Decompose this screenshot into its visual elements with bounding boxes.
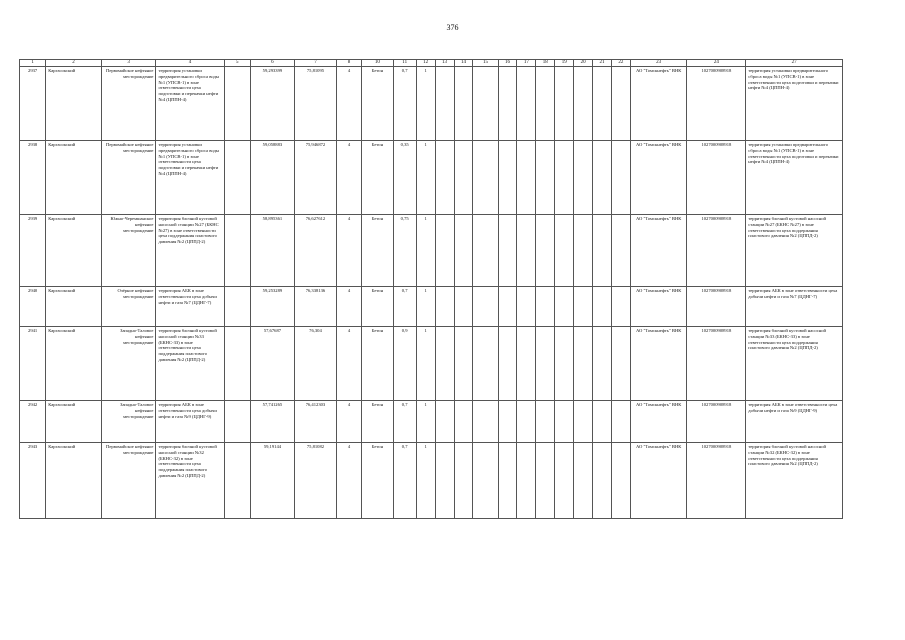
empty-cell	[498, 67, 517, 141]
owner-cell: АО "Томскнефть" ВНК	[630, 401, 687, 443]
area-cell: 0,35	[393, 141, 416, 215]
empty-cell	[574, 327, 593, 401]
empty-cell	[555, 443, 574, 519]
row-number-cell: 2943	[20, 443, 46, 519]
area-cell: 0,7	[393, 401, 416, 443]
longitude-cell: 76,627612	[294, 215, 336, 287]
latitude-cell: 59,253289	[250, 287, 294, 327]
location-cell: территория АБК в зоне ответственности цеха добычи нефти и газа №9 (ЦДНГ-9)	[746, 401, 843, 443]
ogrn-cell: 1027000908918	[687, 443, 746, 519]
empty-cell	[593, 67, 612, 141]
owner-cell: АО "Томскнефть" ВНК	[630, 443, 687, 519]
area-cell: 0,7	[393, 443, 416, 519]
latitude-cell: 59,058883	[250, 141, 294, 215]
ogrn-cell: 1027000908918	[687, 287, 746, 327]
object-description-cell: территория блочной кустовой насосной станции №32 (БКНС-32) в зоне ответственности цеха поддержания пластового давления №2 (ЦППД-2)	[156, 443, 224, 519]
empty-cell	[536, 67, 555, 141]
latitude-cell: 59,293399	[250, 67, 294, 141]
ogrn-cell: 1027000908918	[687, 215, 746, 287]
object-description-cell: территория установки предварительного сброса воды №1 (УПСВ-1) в зоне ответственности цеха подготовки и перекачки нефти №4 (ЦППН-4)	[156, 67, 224, 141]
empty-cell	[536, 215, 555, 287]
empty-cell	[473, 443, 498, 519]
table-row	[20, 67, 843, 141]
longitude-cell: 76,412303	[294, 401, 336, 443]
table-row	[20, 327, 843, 401]
object-description-cell: территория блочной кустовой насосной станции №33 (БКНС-33) в зоне ответственности цеха поддержания пластового давления №2 (ЦППД-2)	[156, 327, 224, 401]
column-number-row	[20, 60, 843, 67]
surface-cell: Бетон	[362, 215, 393, 287]
header-cell: 13	[435, 60, 454, 67]
empty-cell	[517, 401, 536, 443]
header-cell: 10	[362, 60, 393, 67]
empty-cell	[473, 67, 498, 141]
empty-cell	[224, 327, 250, 401]
empty-cell	[555, 215, 574, 287]
header-cell: 2	[46, 60, 102, 67]
deposit-cell: Южно-Черемшанское нефтяное месторождение	[101, 215, 156, 287]
header-cell: 3	[101, 60, 156, 67]
empty-cell	[593, 443, 612, 519]
empty-cell	[593, 215, 612, 287]
header-cell: 27	[746, 60, 843, 67]
district-cell: Каргасокский	[46, 401, 102, 443]
empty-cell	[593, 401, 612, 443]
object-description-cell: территория блочной кустовой насосной станции №27 (БКНС №27) в зоне ответственности цеха поддержания пластового давления №2 (ЦППД-2)	[156, 215, 224, 287]
count-cell: 1	[416, 215, 435, 287]
row-number-cell: 2941	[20, 327, 46, 401]
empty-cell	[536, 443, 555, 519]
volume-cell: 4	[336, 141, 361, 215]
volume-cell: 4	[336, 401, 361, 443]
empty-cell	[473, 287, 498, 327]
empty-cell	[224, 443, 250, 519]
empty-cell	[574, 215, 593, 287]
count-cell: 1	[416, 141, 435, 215]
longitude-cell: 76,304	[294, 327, 336, 401]
empty-cell	[224, 141, 250, 215]
empty-cell	[574, 287, 593, 327]
empty-cell	[517, 215, 536, 287]
ogrn-cell: 1027000908918	[687, 327, 746, 401]
empty-cell	[536, 141, 555, 215]
empty-cell	[454, 287, 473, 327]
ogrn-cell: 1027000908918	[687, 141, 746, 215]
header-cell: 6	[250, 60, 294, 67]
district-cell: Каргасокский	[46, 327, 102, 401]
surface-cell: Бетон	[362, 401, 393, 443]
ogrn-cell: 1027000908918	[687, 67, 746, 141]
empty-cell	[611, 327, 630, 401]
object-description-cell: территория установки предварительного сброса воды №1 (УПСВ-1) в зоне ответственности цеха подготовки и перекачки нефти №4 (ЦППН-4)	[156, 141, 224, 215]
empty-cell	[498, 443, 517, 519]
volume-cell: 4	[336, 67, 361, 141]
table-row	[20, 141, 843, 215]
longitude-cell: 75,81082	[294, 443, 336, 519]
empty-cell	[435, 141, 454, 215]
area-cell: 0,9	[393, 327, 416, 401]
count-cell: 1	[416, 443, 435, 519]
empty-cell	[593, 141, 612, 215]
header-cell: 11	[393, 60, 416, 67]
empty-cell	[454, 215, 473, 287]
header-cell: 14	[454, 60, 473, 67]
header-cell: 8	[336, 60, 361, 67]
location-cell: территория установки предварительного сброса воды №1 (УПСВ-1) в зоне ответственности цеха подготовки и перекачки нефти №4 (ЦППН-4)	[746, 67, 843, 141]
empty-cell	[473, 327, 498, 401]
empty-cell	[435, 401, 454, 443]
empty-cell	[536, 327, 555, 401]
longitude-cell: 75,81095	[294, 67, 336, 141]
district-cell: Каргасокский	[46, 215, 102, 287]
table-row	[20, 287, 843, 327]
empty-cell	[611, 443, 630, 519]
empty-cell	[435, 443, 454, 519]
empty-cell	[555, 327, 574, 401]
surface-cell: Бетон	[362, 287, 393, 327]
page-number: 376	[446, 23, 459, 32]
row-number-cell: 2937	[20, 67, 46, 141]
volume-cell: 4	[336, 287, 361, 327]
empty-cell	[454, 67, 473, 141]
longitude-cell: 76,338136	[294, 287, 336, 327]
longitude-cell: 75,946872	[294, 141, 336, 215]
table-body	[20, 60, 843, 519]
empty-cell	[574, 401, 593, 443]
header-cell: 20	[574, 60, 593, 67]
empty-cell	[555, 141, 574, 215]
surface-cell: Бетон	[362, 327, 393, 401]
empty-cell	[454, 327, 473, 401]
header-cell: 1	[20, 60, 46, 67]
location-cell: территория блочной кустовой насосной станции №33 (БКНС-33) в зоне ответственности цеха поддержания пластового давления №2 (ЦППД-2)	[746, 327, 843, 401]
header-cell: 7	[294, 60, 336, 67]
deposit-cell: Первомайское нефтяное месторождение	[101, 141, 156, 215]
empty-cell	[435, 287, 454, 327]
ogrn-cell: 1027000908918	[687, 401, 746, 443]
count-cell: 1	[416, 327, 435, 401]
empty-cell	[224, 287, 250, 327]
surface-cell: Бетон	[362, 443, 393, 519]
location-cell: территория блочной кустовой насосной станции №32 (БКНС-32) в зоне ответственности цеха поддержания пластового давления №2 (ЦППД-2)	[746, 443, 843, 519]
district-cell: Каргасокский	[46, 141, 102, 215]
count-cell: 1	[416, 401, 435, 443]
empty-cell	[454, 401, 473, 443]
empty-cell	[498, 215, 517, 287]
row-number-cell: 2942	[20, 401, 46, 443]
area-cell: 0,7	[393, 67, 416, 141]
empty-cell	[435, 67, 454, 141]
header-cell: 12	[416, 60, 435, 67]
owner-cell: АО "Томскнефть" ВНК	[630, 67, 687, 141]
empty-cell	[611, 215, 630, 287]
empty-cell	[517, 141, 536, 215]
location-cell: территория установки предварительного сброса воды №1 (УПСВ-1) в зоне ответственности цеха подготовки и перекачки нефти №4 (ЦППН-4)	[746, 141, 843, 215]
empty-cell	[473, 141, 498, 215]
table-row	[20, 401, 843, 443]
latitude-cell: 58,895361	[250, 215, 294, 287]
header-cell: 19	[555, 60, 574, 67]
district-cell: Каргасокский	[46, 67, 102, 141]
empty-cell	[611, 287, 630, 327]
object-description-cell: территория АБК в зоне ответственности цеха добычи нефти и газа №7 (ЦДНГ-7)	[156, 287, 224, 327]
empty-cell	[224, 401, 250, 443]
header-cell: 17	[517, 60, 536, 67]
empty-cell	[611, 401, 630, 443]
empty-cell	[454, 141, 473, 215]
row-number-cell: 2938	[20, 141, 46, 215]
table-row	[20, 443, 843, 519]
register-table	[19, 59, 843, 519]
empty-cell	[498, 287, 517, 327]
district-cell: Каргасокский	[46, 287, 102, 327]
count-cell: 1	[416, 287, 435, 327]
empty-cell	[574, 141, 593, 215]
area-cell: 0,75	[393, 215, 416, 287]
location-cell: территория блочной кустовой насосной станции №27 (БКНС №27) в зоне ответственности цеха поддержания пластового давления №2 (ЦППД-2)	[746, 215, 843, 287]
header-cell: 5	[224, 60, 250, 67]
owner-cell: АО "Томскнефть" ВНК	[630, 141, 687, 215]
deposit-cell: Озёрное нефтяное месторождение	[101, 287, 156, 327]
latitude-cell: 59,19144	[250, 443, 294, 519]
object-description-cell: территория АБК в зоне ответственности цеха добычи нефти и газа №9 (ЦДНГ-9)	[156, 401, 224, 443]
header-cell: 18	[536, 60, 555, 67]
empty-cell	[473, 215, 498, 287]
location-cell: территория АБК в зоне ответственности цеха добычи нефти и газа №7 (ЦДНГ-7)	[746, 287, 843, 327]
empty-cell	[555, 401, 574, 443]
table-row	[20, 215, 843, 287]
volume-cell: 4	[336, 327, 361, 401]
deposit-cell: Первомайское нефтяное месторождение	[101, 67, 156, 141]
header-cell: 21	[593, 60, 612, 67]
count-cell: 1	[416, 67, 435, 141]
latitude-cell: 57,67687	[250, 327, 294, 401]
header-cell: 16	[498, 60, 517, 67]
empty-cell	[224, 67, 250, 141]
empty-cell	[224, 215, 250, 287]
empty-cell	[611, 67, 630, 141]
empty-cell	[498, 327, 517, 401]
empty-cell	[574, 67, 593, 141]
empty-cell	[593, 327, 612, 401]
owner-cell: АО "Томскнефть" ВНК	[630, 327, 687, 401]
empty-cell	[435, 215, 454, 287]
header-cell: 23	[630, 60, 687, 67]
empty-cell	[435, 327, 454, 401]
empty-cell	[454, 443, 473, 519]
district-cell: Каргасокский	[46, 443, 102, 519]
volume-cell: 4	[336, 215, 361, 287]
empty-cell	[517, 287, 536, 327]
empty-cell	[611, 141, 630, 215]
empty-cell	[536, 401, 555, 443]
row-number-cell: 2940	[20, 287, 46, 327]
empty-cell	[574, 443, 593, 519]
volume-cell: 4	[336, 443, 361, 519]
empty-cell	[517, 443, 536, 519]
header-cell: 15	[473, 60, 498, 67]
empty-cell	[498, 141, 517, 215]
deposit-cell: Первомайское нефтяное месторождение	[101, 443, 156, 519]
empty-cell	[536, 287, 555, 327]
empty-cell	[555, 287, 574, 327]
latitude-cell: 57,741265	[250, 401, 294, 443]
header-cell: 24	[687, 60, 746, 67]
deposit-cell: Западно-Таловое нефтяное месторождение	[101, 401, 156, 443]
empty-cell	[517, 67, 536, 141]
row-number-cell: 2939	[20, 215, 46, 287]
empty-cell	[498, 401, 517, 443]
empty-cell	[473, 401, 498, 443]
empty-cell	[593, 287, 612, 327]
owner-cell: АО "Томскнефть" ВНК	[630, 287, 687, 327]
surface-cell: Бетон	[362, 67, 393, 141]
area-cell: 0,7	[393, 287, 416, 327]
empty-cell	[517, 327, 536, 401]
deposit-cell: Западно-Таловое нефтяное месторождение	[101, 327, 156, 401]
header-cell: 22	[611, 60, 630, 67]
owner-cell: АО "Томскнефть" ВНК	[630, 215, 687, 287]
empty-cell	[555, 67, 574, 141]
surface-cell: Бетон	[362, 141, 393, 215]
header-cell: 4	[156, 60, 224, 67]
